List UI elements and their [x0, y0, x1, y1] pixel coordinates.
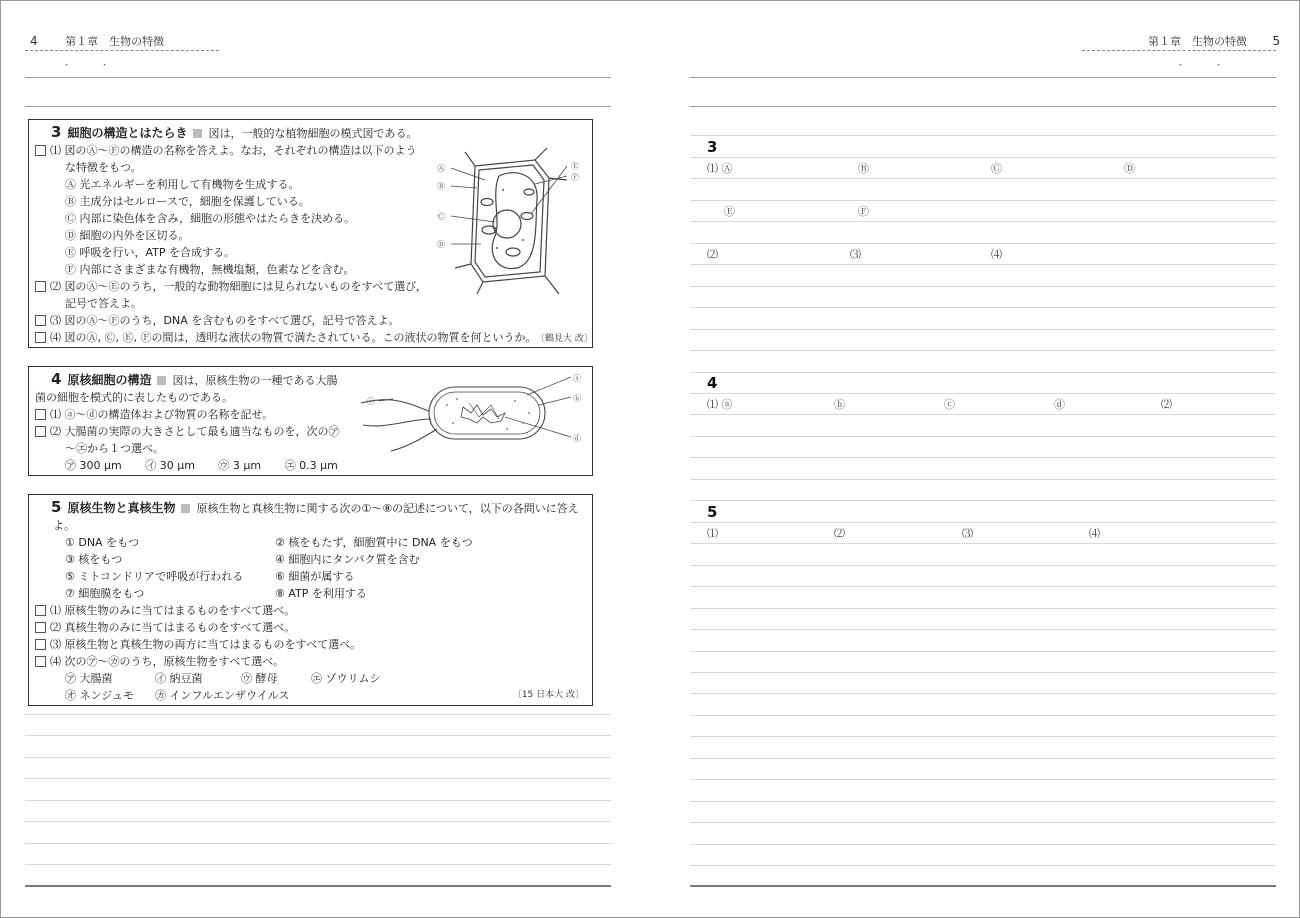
answer-label: ⑶	[850, 248, 861, 261]
choice-item: ㋓ 0.3 µm	[284, 459, 338, 472]
answer-number: 4	[707, 374, 718, 392]
statement-item: ① DNA をもつ	[65, 536, 140, 549]
subquestion-text: な特徴をもつ。	[65, 161, 142, 174]
subquestion-text: ⑶ 図のⒶ～Ⓕのうち，DNA を含むものをすべて選び，記号で答えよ。	[50, 314, 400, 327]
organism-item: ㋕ インフルエンザウイルス	[155, 689, 290, 702]
feature-item: Ⓓ 細胞の内外を区切る。	[65, 229, 190, 242]
answer-line	[690, 329, 1276, 330]
subquestion-text: ～㋓から１つ選べ。	[65, 442, 164, 455]
top-rule	[25, 106, 611, 107]
cell-wall-outer	[471, 160, 549, 282]
answer-line	[690, 672, 1276, 673]
answer-label: ⓑ	[834, 398, 845, 411]
answer-line	[690, 629, 1276, 630]
answer-number: 5	[707, 503, 718, 521]
subquestion-text: ⑵ 大腸菌の実際の大きさとして最も適当なものを，次の㋐	[50, 425, 340, 438]
flagellum	[391, 429, 437, 451]
check-box[interactable]	[35, 409, 46, 420]
answer-line	[690, 779, 1276, 780]
feature-item: Ⓕ 内部にさまざまな有機物，無機塩類，色素などを含む。	[65, 263, 355, 276]
subquestion-text: ⑴ 原核生物のみに当てはまるものをすべて選べ。	[50, 604, 296, 617]
right-page	[650, 0, 1300, 918]
writing-line	[25, 757, 611, 758]
answer-line	[690, 135, 1276, 136]
answer-line	[690, 565, 1276, 566]
writing-line	[25, 864, 611, 865]
check-box[interactable]	[35, 145, 46, 156]
flagellum	[363, 419, 431, 426]
answer-line	[690, 393, 1276, 394]
subquestion-text: ⑵ 真核生物のみに当てはまるものをすべて選べ。	[50, 621, 296, 634]
diagram-label-b: Ⓑ	[437, 182, 445, 191]
diagram-label-b: ⓑ	[573, 394, 581, 403]
diagram-label-c: Ⓒ	[437, 212, 445, 221]
answer-line	[690, 801, 1276, 802]
answer-label: Ⓒ	[991, 162, 1002, 175]
bottom-rule	[25, 885, 611, 887]
diagram-label-d: Ⓓ	[437, 240, 445, 249]
answer-number: 3	[707, 138, 718, 156]
answer-line	[690, 243, 1276, 244]
check-box[interactable]	[35, 315, 46, 326]
answer-line	[690, 736, 1276, 737]
writing-line	[25, 800, 611, 801]
organism-item: ㋓ ゾウリムシ	[311, 672, 381, 685]
answer-label: ⑷	[1089, 527, 1100, 540]
writing-line	[25, 735, 611, 736]
question-number: 4	[51, 370, 62, 388]
question-5-box	[28, 494, 593, 706]
answer-label: Ⓑ	[858, 162, 869, 175]
bacterium-diagram	[357, 373, 585, 453]
subquestion-text: ⑴ 図のⒶ～Ⓕの構造の名称を答えよ。なお，それぞれの構造は以下のよう	[50, 144, 417, 157]
left-header	[30, 33, 164, 49]
square-mark	[193, 129, 202, 138]
answer-line	[690, 543, 1276, 544]
subquestion-text: ⑷ 図のⒶ, Ⓒ, Ⓔ, Ⓕの間は，透明な液状の物質で満たされている。この液状の物質を何というか。	[50, 331, 537, 344]
left-chapter-title: 第１章 生物の特徴	[65, 35, 165, 48]
answer-line	[690, 715, 1276, 716]
question-intro: 図は，一般的な植物細胞の模式図である。	[208, 127, 418, 140]
feature-item: Ⓒ 内部に染色体を含み，細胞の形態やはたらきを決める。	[65, 212, 356, 225]
question-number: 3	[51, 123, 62, 141]
choice-item: ㋐ 300 µm	[65, 459, 122, 472]
answer-line	[690, 350, 1276, 351]
check-box[interactable]	[35, 332, 46, 343]
check-box[interactable]	[35, 605, 46, 616]
subquestion-text: ⑵ 図のⒶ～Ⓔのうち，一般的な動物細胞には見られないものをすべて選び，	[50, 280, 427, 293]
cell-membrane	[434, 392, 540, 434]
plant-cell-diagram	[437, 144, 587, 296]
question-number: 5	[51, 498, 62, 516]
question-intro: 菌の細胞を模式的に表したものである。	[35, 391, 233, 404]
question-4-box	[28, 366, 593, 476]
answer-label: ⓓ	[1054, 398, 1065, 411]
answer-line	[690, 608, 1276, 609]
writing-line	[25, 843, 611, 844]
choice-item: ㋑ 30 µm	[145, 459, 195, 472]
statement-item: ⑥ 細菌が属する	[275, 570, 355, 583]
right-page-number: 5	[1272, 34, 1281, 48]
writing-line	[25, 778, 611, 779]
statement-item: ③ 核をもつ	[65, 553, 123, 566]
answer-label: ⑶	[962, 527, 973, 540]
answer-line	[690, 200, 1276, 201]
answer-label: ⑵	[834, 527, 845, 540]
right-header	[1148, 33, 1280, 49]
check-box[interactable]	[35, 426, 46, 437]
left-header-rule	[25, 50, 219, 51]
answer-label: Ⓓ	[1124, 162, 1135, 175]
answer-label: ⑵	[707, 248, 718, 261]
dot-mark: ・	[100, 61, 110, 71]
nucleoid-dna	[461, 405, 505, 423]
top-rule	[690, 106, 1276, 107]
check-box[interactable]	[35, 639, 46, 650]
answer-line	[690, 586, 1276, 587]
diagram-label-c: ⓒ	[367, 397, 375, 406]
answer-line	[690, 693, 1276, 694]
answer-label: ⓒ	[944, 398, 955, 411]
diagram-label-f: Ⓕ	[571, 173, 579, 182]
source-note: 〔15 日本大 改〕	[512, 690, 584, 700]
subquestion-text: ⑷ 次の㋐～㋕のうち，原核生物をすべて選べ。	[50, 655, 285, 668]
answer-line	[690, 414, 1276, 415]
answer-line	[690, 307, 1276, 308]
check-box[interactable]	[35, 622, 46, 633]
answer-line	[690, 157, 1276, 158]
chloroplast	[481, 199, 493, 206]
dot-mark: ・	[1176, 61, 1186, 71]
subquestion-text: ⑴ ⓐ～ⓓの構造体および物質の名称を記せ。	[50, 408, 274, 421]
top-rule	[25, 77, 611, 78]
answer-line	[690, 457, 1276, 458]
source-note: 〔鶴見大 改〕	[540, 334, 593, 344]
dot-mark: ・	[62, 61, 72, 71]
answer-line	[690, 522, 1276, 523]
organism-item: ㋑ 納豆菌	[155, 672, 203, 685]
answer-label: ⑵	[1161, 398, 1172, 411]
answer-line	[690, 500, 1276, 501]
answer-line	[690, 436, 1276, 437]
answer-label: ⑴	[707, 527, 718, 540]
answer-line	[690, 822, 1276, 823]
feature-item: Ⓐ 光エネルギーを利用して有機物を生成する。	[65, 178, 300, 191]
question-3-box	[28, 119, 593, 348]
question-title: 原核細胞の構造	[67, 373, 152, 387]
check-box[interactable]	[35, 656, 46, 667]
check-box[interactable]	[35, 281, 46, 292]
feature-item: Ⓔ 呼吸を行い，ATP を合成する。	[65, 246, 236, 259]
diagram-label-a: ⓐ	[573, 374, 581, 383]
answer-line	[690, 178, 1276, 179]
organism-item: ㋔ ネンジュモ	[65, 689, 135, 702]
top-rule	[690, 77, 1276, 78]
question-intro: よ。	[53, 519, 75, 532]
square-mark	[181, 504, 190, 513]
feature-item: Ⓑ 主成分はセルロースで，細胞を保護している。	[65, 195, 310, 208]
question-intro: 図は，原核生物の一種である大腸	[172, 374, 338, 387]
statement-item: ④ 細胞内にタンパク質を含む	[275, 553, 420, 566]
statement-item: ⑤ ミトコンドリアで呼吸が行われる	[65, 570, 244, 583]
organism-item: ㋒ 酵母	[241, 672, 278, 685]
answer-line	[690, 264, 1276, 265]
answer-label: Ⓔ	[724, 205, 735, 218]
right-chapter-title: 第１章 生物の特徴	[1148, 35, 1247, 48]
subquestion-text: ⑶ 原核生物と真核生物の両方に当てはまるものをすべて選べ。	[50, 638, 362, 651]
left-page-number: 4	[30, 34, 38, 48]
answer-line	[690, 758, 1276, 759]
answer-label: ⑷	[991, 248, 1002, 261]
statement-item: ⑧ ATP を利用する	[275, 587, 367, 600]
diagram-label-d: ⓓ	[573, 434, 581, 443]
right-header-rule	[1082, 50, 1276, 51]
bottom-rule	[690, 885, 1276, 887]
answer-label: ⑴ ⓐ	[707, 398, 733, 411]
question-intro: 原核生物と真核生物に関する次の①～⑧の記述について，以下の各問いに答え	[196, 502, 579, 515]
diagram-label-e: Ⓔ	[571, 162, 579, 171]
writing-line	[25, 714, 611, 715]
statement-item: ⑦ 細胞膜をもつ	[65, 587, 145, 600]
question-title: 原核生物と真核生物	[67, 501, 176, 515]
chloroplast	[524, 189, 534, 195]
answer-label: ⑴ Ⓐ	[707, 162, 733, 175]
answer-line	[690, 844, 1276, 845]
answer-line	[690, 479, 1276, 480]
diagram-label-a: Ⓐ	[437, 164, 445, 173]
answer-line	[690, 651, 1276, 652]
chloroplast	[506, 248, 520, 256]
square-mark	[157, 376, 166, 385]
writing-line	[25, 821, 611, 822]
statement-item: ② 核をもたず，細胞質中に DNA をもつ	[275, 536, 473, 549]
answer-line	[690, 372, 1276, 373]
organism-item: ㋐ 大腸菌	[65, 672, 113, 685]
answer-line	[690, 221, 1276, 222]
answer-label: Ⓕ	[858, 205, 869, 218]
answer-line	[690, 286, 1276, 287]
dot-mark: ・	[1214, 61, 1224, 71]
answer-line	[690, 865, 1276, 866]
choice-item: ㋒ 3 µm	[218, 459, 262, 472]
subquestion-text: 記号で答えよ。	[65, 297, 142, 310]
question-title: 細胞の構造とはたらき	[67, 126, 188, 140]
